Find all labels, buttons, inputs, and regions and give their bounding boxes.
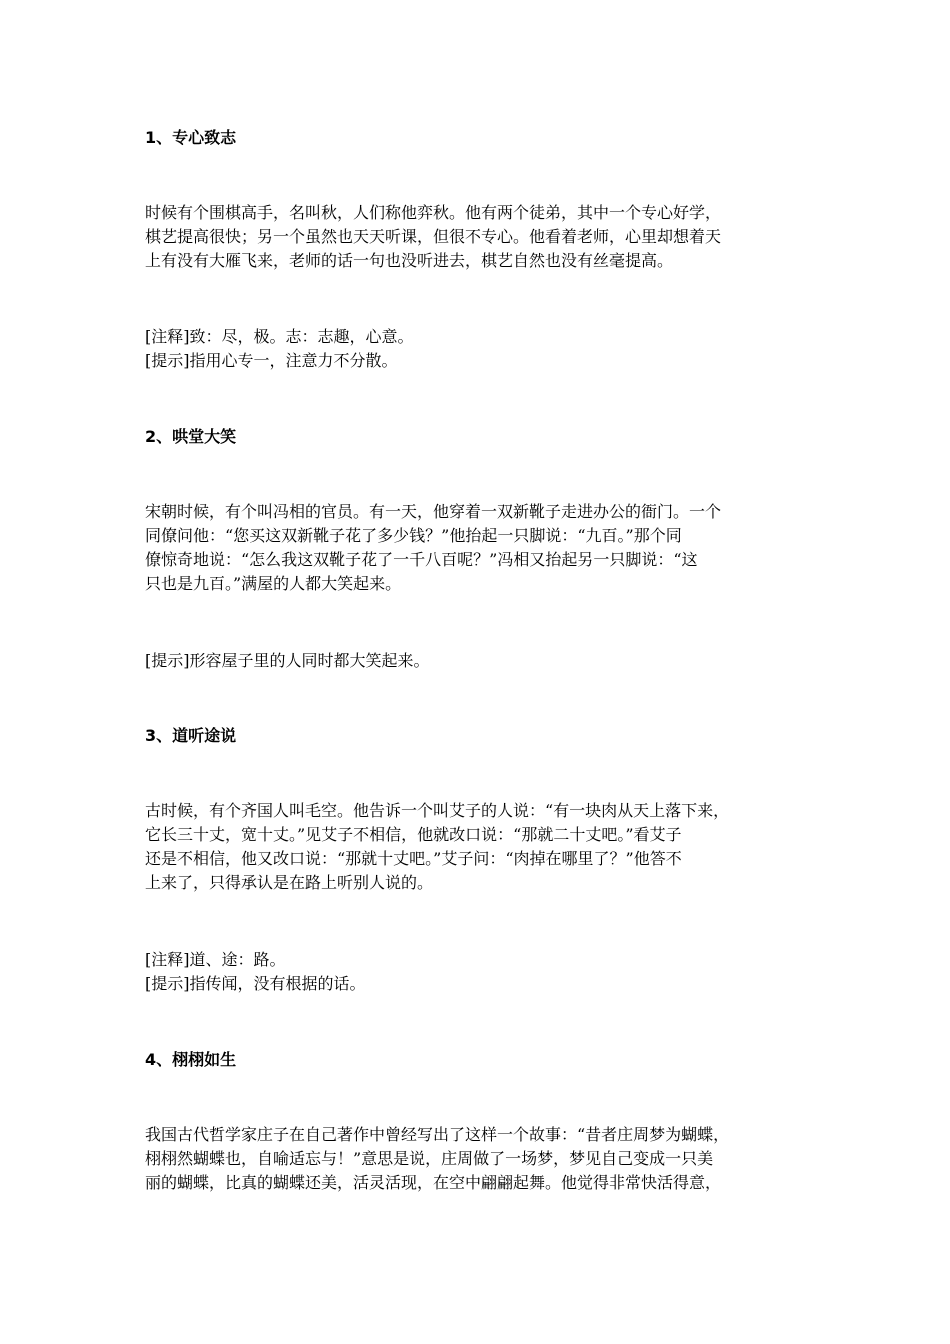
story-line: 我国古代哲学家庄子在自己著作中曾经写出了这样一个故事：“昔者庄周梦为蝴蝶， bbox=[145, 1125, 730, 1144]
section-2-notes bbox=[145, 649, 815, 673]
section-3-heading: 3、道听途说 bbox=[145, 726, 237, 745]
story-line: 还是不相信，他又改口说：“那就十丈吧。”艾子问：“肉掉在哪里了？”他答不 bbox=[145, 849, 682, 868]
story-line: 它长三十丈，宽十丈。”见艾子不相信，他就改口说：“那就二十丈吧。”看艾子 bbox=[145, 825, 682, 844]
note-hint: [提示]指用心专一，注意力不分散。 bbox=[145, 351, 398, 370]
section-3-story bbox=[145, 799, 815, 895]
story-line: 时候有个围棋高手，名叫秋，人们称他弈秋。他有两个徒弟，其中一个专心好学， bbox=[145, 203, 722, 222]
story-line: 丽的蝴蝶，比真的蝴蝶还美，活灵活现，在空中翩翩起舞。他觉得非常快活得意， bbox=[145, 1173, 722, 1192]
story-line: 上有没有大雁飞来，老师的话一句也没听进去，棋艺自然也没有丝毫提高。 bbox=[145, 251, 674, 270]
section-2-heading: 2、哄堂大笑 bbox=[145, 427, 237, 446]
story-line: 同僚问他：“您买这双新靴子花了多少钱？”他抬起一只脚说：“九百。”那个同 bbox=[145, 526, 682, 545]
story-line: 僚惊奇地说：“怎么我这双靴子花了一千八百呢？”冯相又抬起另一只脚说：“这 bbox=[145, 550, 698, 569]
story-line: 上来了，只得承认是在路上听别人说的。 bbox=[145, 873, 434, 892]
note-hint: [提示]形容屋子里的人同时都大笑起来。 bbox=[145, 651, 430, 670]
story-line: 棋艺提高很快；另一个虽然也天天听课，但很不专心。他看着老师，心里却想着天 bbox=[145, 227, 722, 246]
section-4-heading: 4、栩栩如生 bbox=[145, 1050, 237, 1069]
section-2-story bbox=[145, 500, 815, 596]
story-line: 栩栩然蝴蝶也，自喻适忘与！”意思是说，庄周做了一场梦，梦见自己变成一只美 bbox=[145, 1149, 714, 1168]
story-line: 只也是九百。”满屋的人都大笑起来。 bbox=[145, 574, 402, 593]
section-1-story bbox=[145, 201, 815, 273]
note-annotation: [注释]致：尽，极。志：志趣，心意。 bbox=[145, 327, 414, 346]
section-4-story bbox=[145, 1123, 815, 1195]
section-1-notes bbox=[145, 325, 815, 373]
story-line: 古时候，有个齐国人叫毛空。他告诉一个叫艾子的人说：“有一块肉从天上落下来， bbox=[145, 801, 730, 820]
section-1-heading: 1、专心致志 bbox=[145, 128, 237, 147]
story-line: 宋朝时候，有个叫冯相的官员。有一天，他穿着一双新靴子走进办公的衙门。一个 bbox=[145, 502, 722, 521]
note-annotation: [注释]道、途：路。 bbox=[145, 950, 286, 969]
section-3-notes bbox=[145, 948, 815, 996]
note-hint: [提示]指传闻，没有根据的话。 bbox=[145, 974, 366, 993]
